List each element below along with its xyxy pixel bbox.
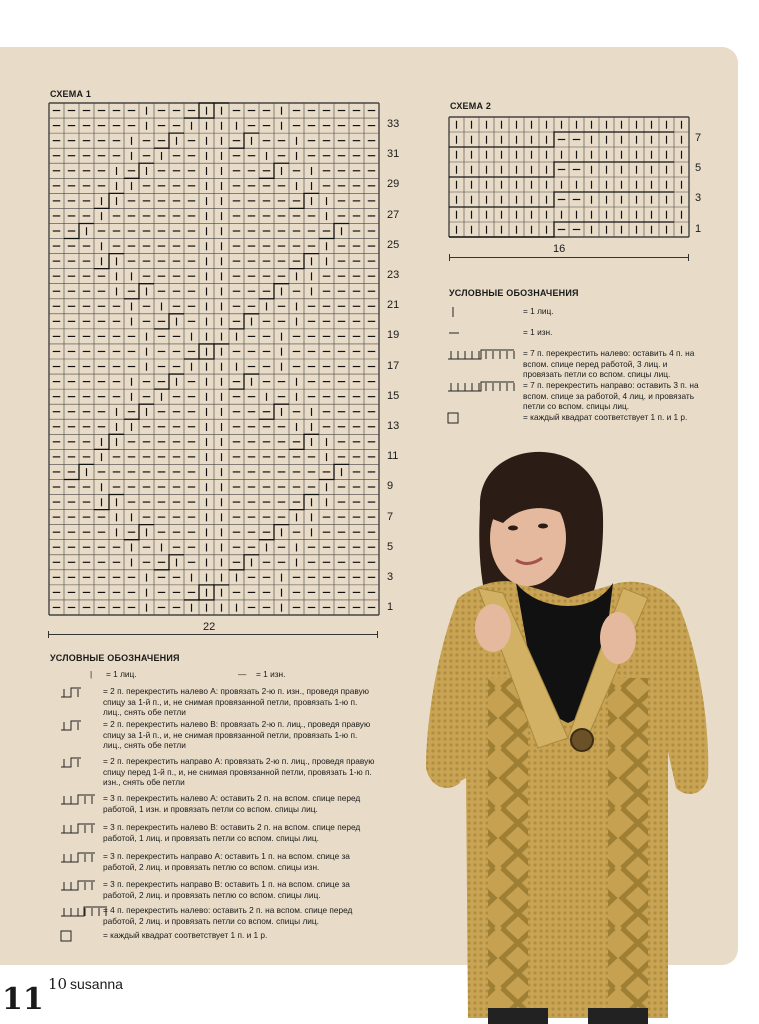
row-number: 31 (387, 148, 400, 161)
scheme1-title: СХЕМА 1 (50, 89, 92, 99)
legend2-title: УСЛОВНЫЕ ОБОЗНАЧЕНИЯ (449, 288, 579, 298)
cable-cross-symbol (94, 193, 124, 208)
row-number: 9 (387, 480, 394, 493)
row-number: 17 (387, 359, 400, 372)
cable-cross-symbol (94, 434, 124, 449)
knit-icon (447, 306, 461, 318)
scheme2-chart-grid (448, 116, 692, 240)
row-number: 27 (387, 208, 400, 221)
legend-text: = 1 изн. (523, 327, 553, 337)
purl-icon (447, 327, 461, 339)
square-icon (60, 930, 74, 942)
scheme1-width-label: 22 (203, 621, 216, 633)
row-number: 23 (387, 269, 400, 281)
legend-text: = 1 лиц. (523, 306, 554, 316)
row-number: 1 (695, 222, 702, 235)
row-number: 7 (387, 510, 394, 523)
legend-text: = 3 п. перекрестить направо В: оставить 1 п. на вспом. спице за работой, 2 лиц. и провязать петлю со вспом. спицы лиц. (103, 879, 350, 900)
row-number: 5 (387, 540, 394, 553)
row-number: 11 (387, 450, 399, 463)
scheme2-width-label: 16 (553, 243, 566, 255)
cable-cross-symbol (94, 254, 124, 269)
square-icon (447, 412, 461, 424)
cross-3-right-a-icon (60, 851, 98, 863)
purl-icon: — (238, 669, 247, 679)
cross-3-left-b-icon (60, 822, 98, 834)
row-number: 13 (387, 420, 400, 432)
cross-7-left-icon (447, 348, 517, 360)
scheme2-width-line (449, 257, 689, 258)
row-number: 19 (387, 329, 400, 342)
cross-2-right-a-icon (60, 756, 84, 768)
cable-cross-symbol (94, 495, 124, 510)
row-number: 33 (387, 118, 400, 130)
scheme1-width-line (48, 634, 378, 635)
legend1-knit: | = 1 лиц. (90, 669, 137, 679)
scheme1-chart-grid (48, 102, 382, 618)
legend-text: = 2 п. перекрестить направо А: провязать 2-ю п. лиц., проведя правую спицу перед 1-й п., и, не снимая провязанной петли, провязать 1-ю п. изн., снять обе петли (103, 756, 375, 787)
legend-text: = 2 п. перекрестить налево В: провязать 2-ю п. лиц., проведя правую спицу за 1-й п., и, не снимая провязанной петли, провязать 1-ю п. лиц., снять обе петли (103, 719, 371, 750)
row-number: 3 (387, 571, 394, 583)
row-number: 29 (387, 178, 400, 191)
knit-icon: | (90, 669, 93, 679)
legend-text: = 3 п. перекрестить направо А: оставить 1 п. на вспом. спице за работой, 2 лиц. и провязать петлю со вспом. спицы изн. (103, 851, 350, 872)
cable-cross-symbol (199, 103, 229, 118)
chapter-number: 11 (2, 982, 44, 1017)
magazine-brand: susanna (70, 976, 123, 992)
legend-text: = 7 п. перекрестить налево: оставить 4 п. на вспом. спице перед работой, 3 лиц. и провязать петли со вспом. спицы лиц. (523, 348, 695, 379)
page-number: 10 (48, 975, 68, 993)
cross-2-left-b-icon (60, 719, 84, 731)
row-number: 25 (387, 238, 400, 251)
cross-3-right-b-icon (60, 879, 98, 891)
cable-cross-symbol (199, 585, 229, 600)
legend-text: = 4 п. перекрестить налево: оставить 2 п. на вспом. спице перед работой, 2 лиц. и провязать петли со вспом. спицы лиц. (103, 905, 353, 926)
cross-3-left-a-icon (60, 793, 98, 805)
cross-2-left-a-icon (60, 686, 84, 698)
row-number: 5 (695, 162, 702, 175)
row-number: 21 (387, 299, 400, 312)
cross-7-right-icon (447, 380, 517, 392)
legend1-purl: — = 1 изн. (238, 669, 286, 679)
cable-cross-symbol (199, 344, 229, 359)
legend-text: = 7 п. перекрестить направо: оставить 3 п. на вспом. спице за работой, 4 лиц. и провязать петли со вспом. спицы лиц. (523, 380, 699, 411)
row-number: 7 (695, 132, 702, 144)
legend-text: = 3 п. перекрестить налево А: оставить 2 п. на вспом. спице перед работой, 1 изн. и провязать петли со вспом. спицы лиц. (103, 793, 361, 814)
legend1-title: УСЛОВНЫЕ ОБОЗНАЧЕНИЯ (50, 653, 180, 663)
row-number: 3 (695, 192, 702, 205)
legend-text: = каждый квадрат соответствует 1 п. и 1 р. (103, 930, 268, 940)
legend-text: = каждый квадрат соответствует 1 п. и 1 р. (523, 412, 688, 422)
legend-text: = 2 п. перекрестить налево А: провязать 2-ю п. изн., проведя правую спицу за 1-й п., и, не снимая провязанной петли, провязать 1-ю п. лиц., снять обе петли (103, 686, 369, 717)
row-number: 1 (387, 601, 394, 614)
scheme2-title: СХЕМА 2 (450, 101, 492, 111)
row-number: 15 (387, 389, 400, 402)
model-photo (418, 448, 718, 1024)
legend-text: = 3 п. перекрестить налево В: оставить 2 п. на вспом. спице перед работой, 1 лиц. и провязать петли со вспом. спицы лиц. (103, 822, 361, 843)
